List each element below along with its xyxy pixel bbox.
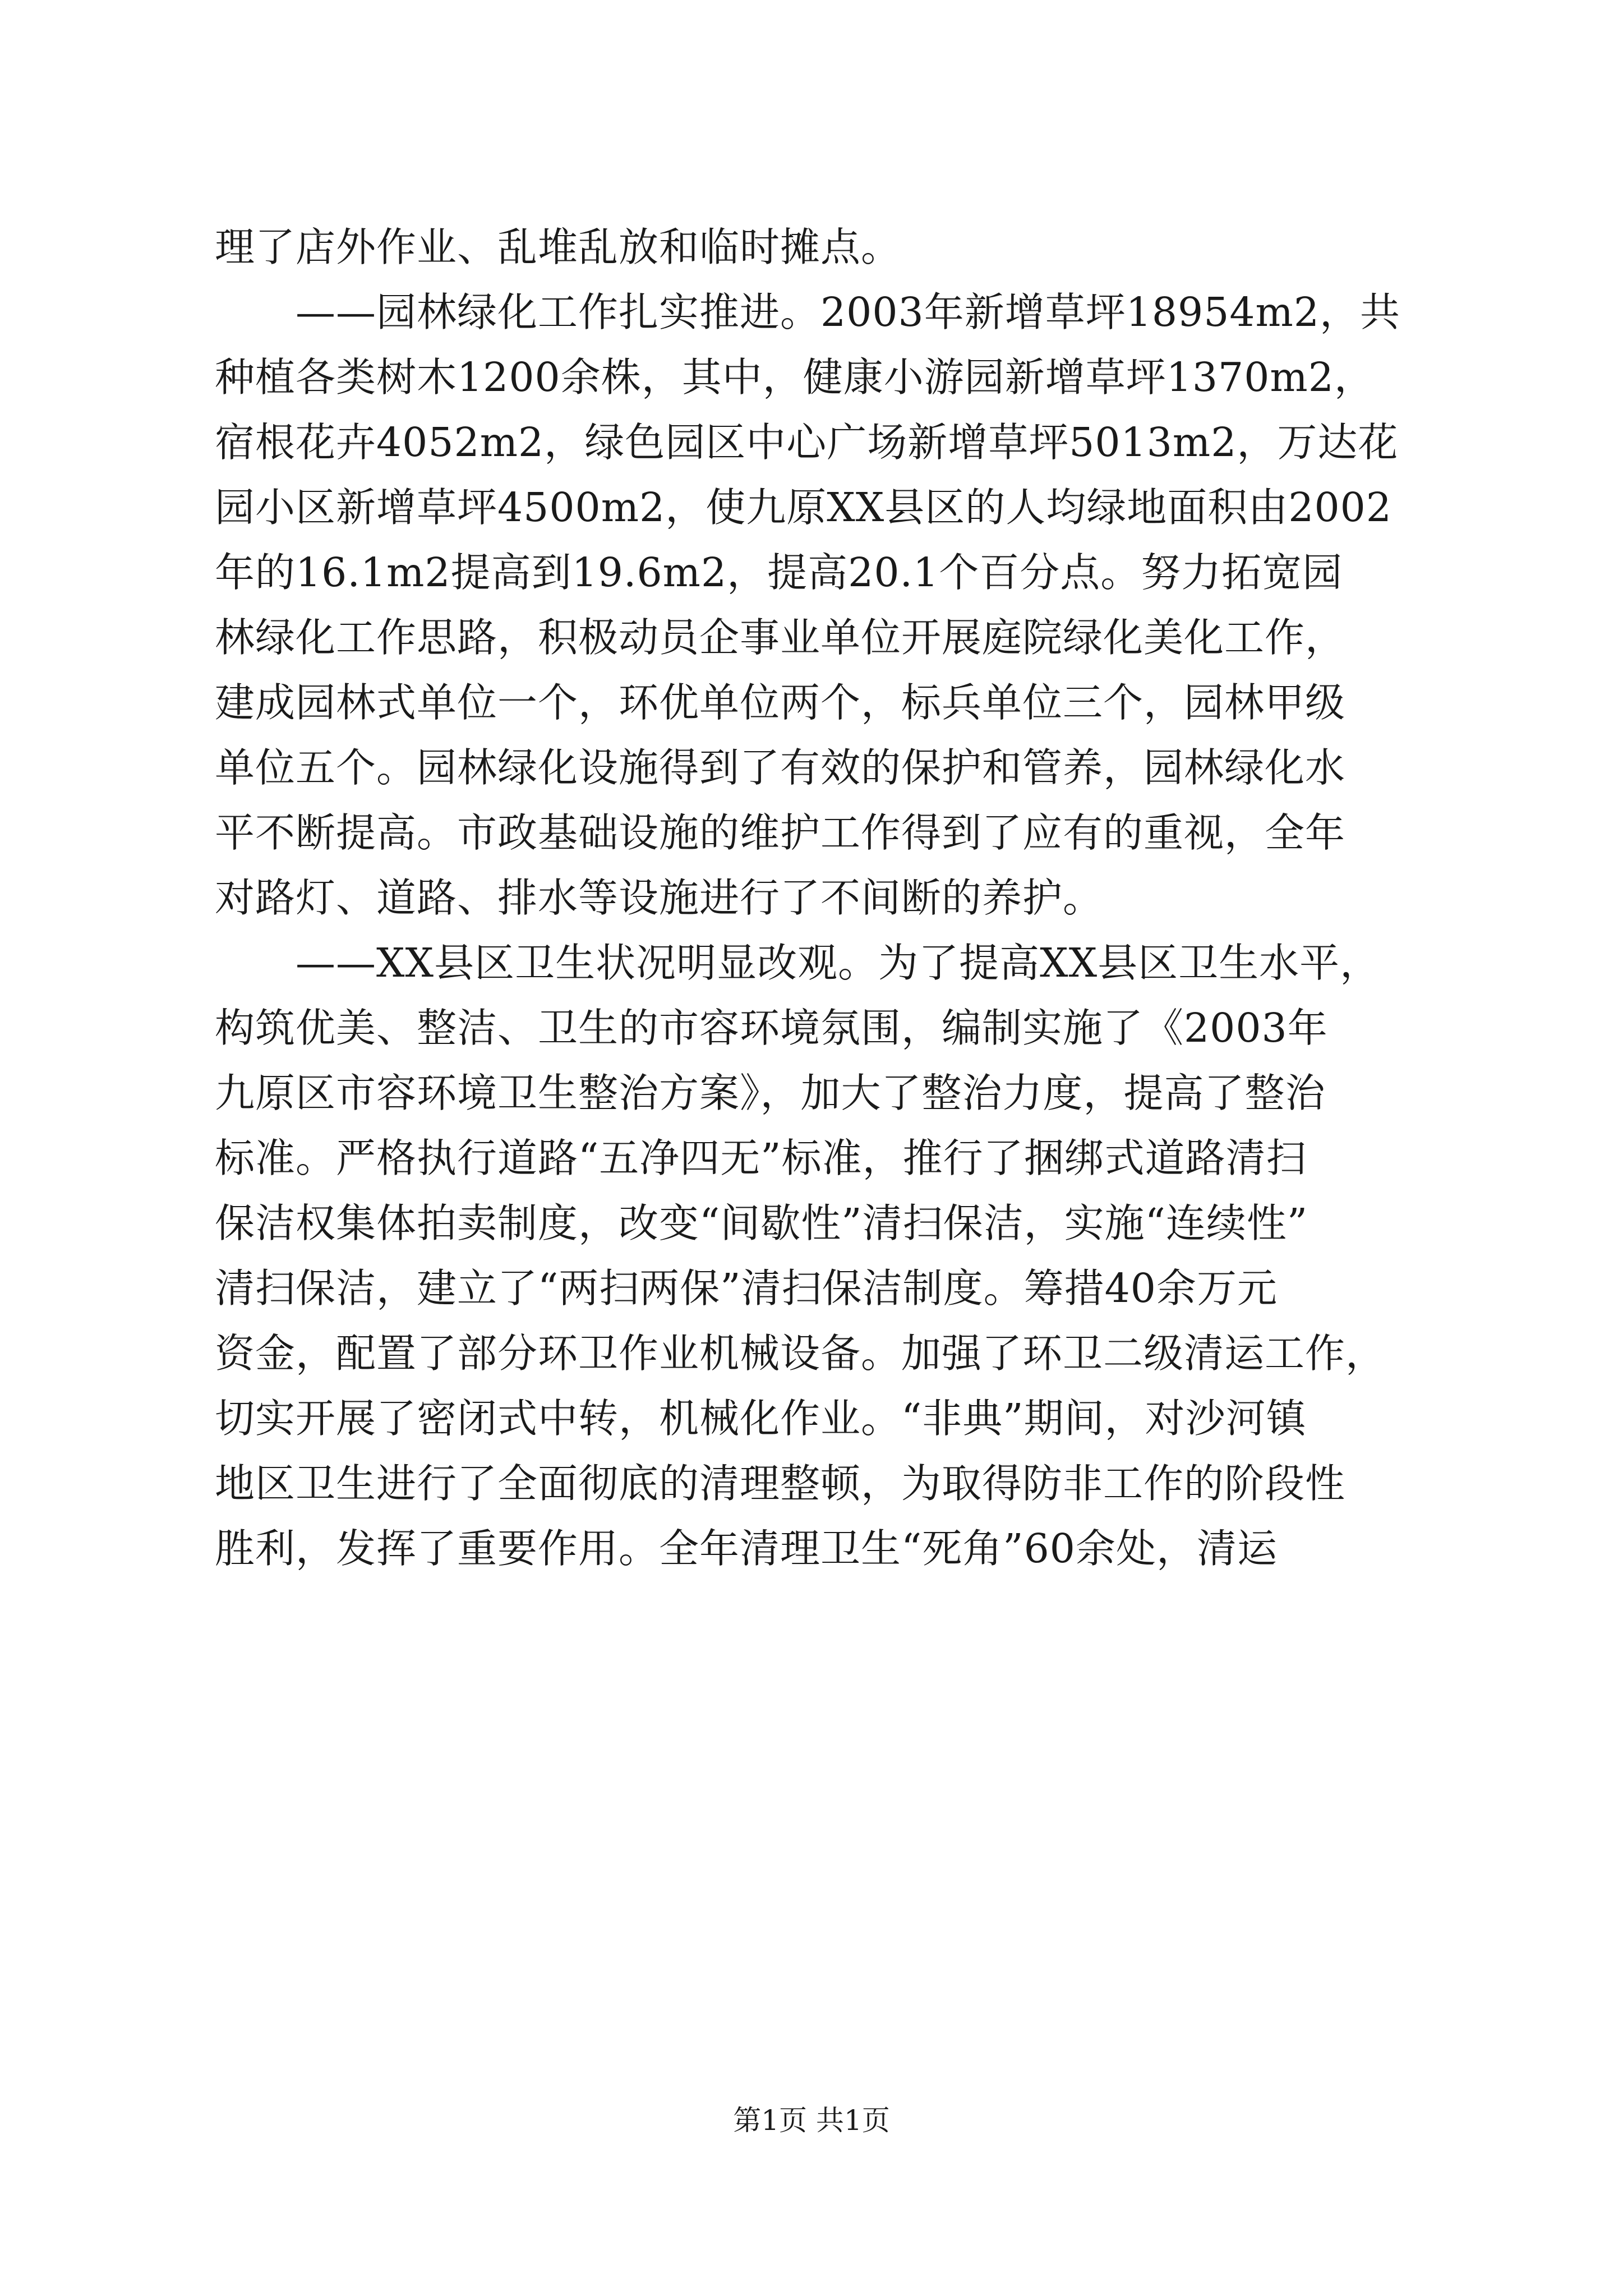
- body-text: [215, 215, 1409, 1581]
- text-line: 保洁权集体拍卖制度，改变“间歇性”清扫保洁，实施“连续性”: [215, 1200, 1308, 1246]
- text-line: 标准。严格执行道路“五净四无”标准，推行了捆绑式道路清扫: [215, 1135, 1307, 1181]
- text-line: 年的16.1m2提高到19.6m2，提高20.1个百分点。努力拓宽园: [215, 549, 1343, 596]
- text-line: 切实开展了密闭式中转，机械化作业。“非典”期间，对沙河镇: [215, 1395, 1307, 1442]
- text-line: 资金，配置了部分环卫作业机械设备。加强了环卫二级清运工作，: [215, 1330, 1386, 1377]
- text-line: 胜利，发挥了重要作用。全年清理卫生“死角”60余处，清运: [215, 1525, 1278, 1572]
- text-line: 园小区新增草坪4500m2，使九原XX县区的人均绿地面积由2002: [215, 484, 1392, 531]
- text-line: 理了店外作业、乱堆乱放和临时摊点。: [215, 224, 902, 270]
- text-line: 构筑优美、整洁、卫生的市容环境氛围，编制实施了《2003年: [215, 1005, 1328, 1051]
- text-line: 种植各类树木1200余株，其中，健康小游园新增草坪1370m2，: [215, 354, 1375, 401]
- text-line: 九原区市容环境卫生整治方案》，加大了整治力度，提高了整治: [215, 1070, 1326, 1116]
- text-line: 对路灯、道路、排水等设施进行了不间断的养护。: [215, 875, 1104, 921]
- text-line: 清扫保洁，建立了“两扫两保”清扫保洁制度。筹措40余万元: [215, 1265, 1278, 1312]
- text-line: 建成园林式单位一个，环优单位两个，标兵单位三个，园林甲级: [215, 679, 1346, 726]
- page-footer: [0, 2104, 1623, 2137]
- text-line: ——园林绿化工作扎实推进。2003年新增草坪18954m2，共: [215, 289, 1401, 335]
- text-line: 单位五个。园林绿化设施得到了有效的保护和管养，园林绿化水: [215, 744, 1346, 791]
- page-number: 第1页 共1页: [733, 2104, 890, 2137]
- text-line: ——XX县区卫生状况明显改观。为了提高XX县区卫生水平，: [215, 940, 1381, 986]
- text-line: 宿根花卉4052m2，绿色园区中心广场新增草坪5013m2，万达花: [215, 419, 1399, 466]
- text-line: 地区卫生进行了全面彻底的清理整顿，为取得防非工作的阶段性: [215, 1460, 1346, 1507]
- text-line: 平不断提高。市政基础设施的维护工作得到了应有的重视，全年: [215, 809, 1346, 856]
- text-line: 林绿化工作思路，积极动员企事业单位开展庭院绿化美化工作，: [215, 614, 1346, 661]
